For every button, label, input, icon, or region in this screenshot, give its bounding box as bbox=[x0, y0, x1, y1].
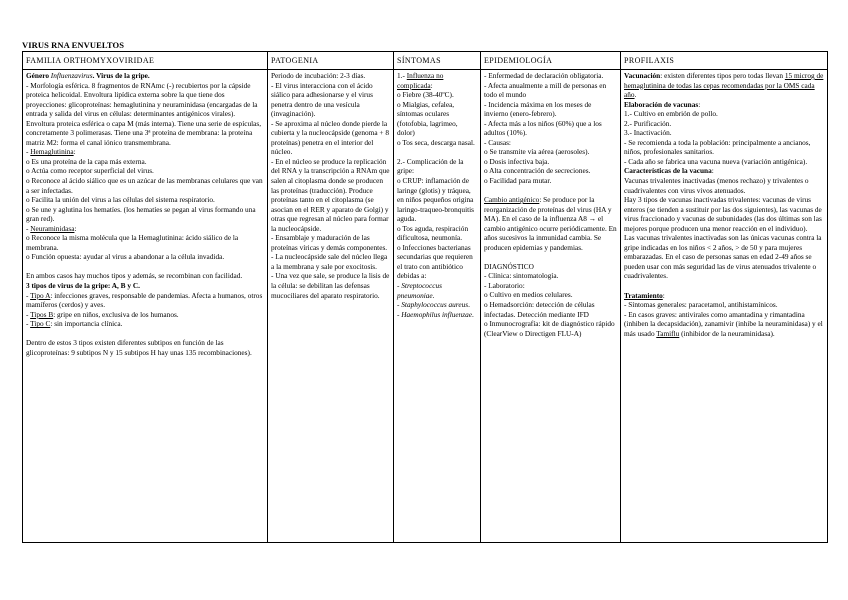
neura-item: o Reconoce la misma molécula que la Hemaglutinina: ácido siálico de la membrana. bbox=[26, 233, 239, 252]
vacunacion-text: Vacunación: existen diferentes tipos pero todas llevan 15 microg de hemaglutinina de todas las cepas recomendadas por la OMS cada año. bbox=[624, 71, 824, 100]
epi-item: - Causas: bbox=[484, 137, 511, 147]
patogenia-item: - Una vez que sale, se produce la lisis de la célula: se debilitan las defensas mucociliares del aparato respiratorio. bbox=[271, 271, 390, 300]
header-patogenia: PATOGENIA bbox=[268, 52, 394, 70]
genero-line bbox=[26, 71, 264, 81]
cada-anio-text: - Cada año se fabrica una vacuna nueva (variación antigénica). bbox=[624, 156, 808, 166]
profilaxis-cell bbox=[621, 70, 828, 543]
sintoma-item: o Fiebre (38-40ºC). bbox=[397, 90, 454, 100]
tipo-b: - Tipos B: gripe en niños, exclusiva de los humanos. bbox=[26, 309, 179, 319]
header-epidemiologia: EPIDEMIOLOGÍA bbox=[481, 52, 621, 70]
vacunas-indicadas-text: Las vacunas trivalentes inactivadas son las únicas vacunas contra la gripe indicadas en los niños < 2 años, > de 50 y para mujeres embarazadas. En el caso de personas sanas en edad 2-49 años se pueden usar con más seguridad las de virus atenuados trivalente o cuadrivalentes. bbox=[624, 233, 822, 281]
patogenia-item: - Se aproxima al núcleo donde pierde la cubierta y la nucleocápside (genoma + 8 proteínas) penetra en el interior del núcleo. bbox=[271, 118, 389, 157]
caracteristicas-heading: Características de la vacuna: bbox=[624, 166, 714, 176]
genero-name: Influenzavirus bbox=[50, 71, 93, 80]
header-profilaxis: PROFILAXIS bbox=[621, 52, 828, 70]
elaboracion-heading: Elaboración de vacunas: bbox=[624, 99, 701, 109]
familia-cell bbox=[23, 70, 268, 543]
sintoma-item: o Tos seca, descarga nasal. bbox=[397, 137, 475, 147]
complicacion-item: o Tos aguda, respiración dificultosa, neumonía. bbox=[397, 223, 469, 243]
epi-item: o Facilidad para mutar. bbox=[484, 176, 552, 186]
diag-item: - Laboratorio: bbox=[484, 280, 525, 290]
cambio-antigenico: Cambio antigénico: Se produce por la reorganización de proteínas del virus (HA y MA). En el caso de la influenza A8 → el cambio antigénico ocurre periódicamente. En años sucesivos la inmunidad cambia. Se producen epidemias y pandemias. bbox=[484, 195, 617, 252]
bacteria-item: - Haemophilus influenzae. bbox=[397, 309, 474, 319]
hema-item: o Es una proteína de la capa más externa. bbox=[26, 156, 147, 166]
document-title: VIRUS RNA ENVUELTOS bbox=[22, 40, 125, 50]
influenza-heading: 1.- Influenza no complicada: bbox=[397, 71, 444, 90]
tipo-c: - Tipo C: sin importancia clínica. bbox=[26, 319, 123, 329]
hema-item: o Se une y aglutina los hematíes. (los hematíes se pegan al virus formando una gran red). bbox=[26, 204, 256, 224]
hema-heading: - Hemaglutinina: bbox=[26, 147, 76, 157]
patogenia-item: - El virus interacciona con el ácido siálico para adhesionarse y el virus penetra dentro de una vesícula (invaginación). bbox=[271, 80, 373, 119]
patogenia-item: - Ensamblaje y maduración de las proteínas víricas y demás componentes. bbox=[271, 233, 388, 252]
diag-item: o Cultivo en medios celulares. bbox=[484, 290, 573, 300]
epidemiologia-cell bbox=[481, 70, 621, 543]
bacteria-item: - Staphylococcus aureus. bbox=[397, 300, 470, 310]
sintomas-cell bbox=[394, 70, 481, 543]
bacteria-item: - Streptococcus pneumoniae. bbox=[397, 280, 442, 300]
morfologia-text: - Morfología esférica. 8 fragmentos de RNAmc (-) recubiertos por la cápside proteica helicoidal. Envoltura lipídica externa sobre la que tiene dos proyecciones: glicoproteínas: hemaglutinina y neuraminidasa (encargadas de la entrada y salida del virus en células: determinantes antigénicos virales). Envoltura proteica esférica o capa M (más interna). Tiene una serie de espículas, concretamente 3 polimerasas. Tiene una 3ª proteína de membrana: la proteína matriz M2: forma el canal iónico transmembrana. bbox=[26, 80, 262, 147]
neura-heading: - Neuraminidasa: bbox=[26, 223, 77, 233]
epi-item: o Dosis infectiva baja. bbox=[484, 156, 550, 166]
complicacion-item: o CRUP: inflamación de laringe (glotis) y tráquea, en niños pequeños origina laringo-traqueo-bronquitis aguda. bbox=[397, 175, 475, 224]
elab-item: 3.- Inactivación. bbox=[624, 128, 672, 138]
tipos-heading: 3 tipos de virus de la gripe: A, B y C. bbox=[26, 280, 140, 290]
tratamiento-heading: Tratamiento: bbox=[624, 290, 665, 300]
content-row bbox=[23, 70, 828, 543]
recombination-text: En ambos casos hay muchos tipos y además, se recombinan con facilidad. bbox=[26, 271, 243, 281]
sintoma-item: o Mialgias, cefalea, síntomas oculares (fotofobia, lagrimeo, dolor) bbox=[397, 99, 458, 138]
virus-table bbox=[22, 51, 828, 543]
tipo-a: - Tipo A: infecciones graves, responsable de pandemias. Afecta a humanos, otros mamíferos (cerdos) y aves. bbox=[26, 290, 263, 310]
diag-item: o Hemadsorción: detección de células infectadas. Detección mediante IFD bbox=[484, 300, 595, 319]
header-familia: FAMILIA ORTHOMYXOVIRIDAE bbox=[23, 52, 268, 70]
diagnostico-heading: DIAGNÓSTICO bbox=[484, 261, 534, 271]
patogenia-item: Periodo de incubación: 2-3 días. bbox=[271, 71, 366, 80]
epi-item: - Incidencia máxima en los meses de invierno (enero-febrero). bbox=[484, 99, 592, 119]
patogenia-item: - En el núcleo se produce la replicación del RNA y la transcripción a RNAm que salen al citoplasma donde se producen las proteínas (traducción). Produce proteínas tanto en el citoplasma (se asocian en el RER y aparato de Golgi) y otras que regresan al núcleo para formar la nucleocápside. bbox=[271, 156, 390, 233]
hema-item: o Actúa como receptor superficial del virus. bbox=[26, 166, 154, 176]
genero-rest: . Virus de la gripe. bbox=[92, 71, 150, 80]
diag-item: o Inmunocrografía: kit de diagnóstico rápido (ClearView o Directigen FLU-A) bbox=[484, 319, 615, 338]
hema-item: o Reconoce al ácido siálico que es un azúcar de las membranas celulares que van a ser infectadas. bbox=[26, 176, 263, 195]
epi-item: - Enfermedad de declaración obligatoria. bbox=[484, 71, 604, 80]
elab-item: 1.- Cultivo en embrión de pollo. bbox=[624, 109, 718, 119]
epi-item: o Alta concentración de secreciones. bbox=[484, 166, 591, 176]
epi-item: - Afecta más a los niños (60%) que a los adultos (10%). bbox=[484, 118, 602, 138]
tipos-vacunas-text: Hay 3 tipos de vacunas inactivadas trivalentes: vacunas de virus enteros (se tienden a sustituir por las dos siguientes), las vacunas de virus fraccionado y vacunas de subunidades (las dos últimas son las mejores porque producen una menor reacción en el individuo). bbox=[624, 195, 822, 233]
subtipos-text: Dentro de estos 3 tipos existen diferentes subtipos en función de las glicoproteínas: 9 subtipos N y 15 subtipos H hay unas 135 recombinaciones). bbox=[26, 338, 252, 357]
complicacion-heading: 2.- Complicación de la gripe: bbox=[397, 156, 464, 176]
trat-item: - En casos graves: antivirales como amantadina y rimantadina (inhiben la decapsidación), zanamivir (inhibe la neuraminidasa) y el más usado Tamiflu (inhibidor de la neuraminidasa). bbox=[624, 309, 823, 338]
genero-label: Género bbox=[26, 71, 49, 80]
diag-item: - Clínica: sintomatología. bbox=[484, 271, 559, 281]
caracteristicas-text: Vacunas trivalentes inactivadas (menos rechazo) y trivalentes o cuadrivalentes con virus vivos atenuados. bbox=[624, 176, 809, 195]
trat-item: - Síntomas generales: paracetamol, antihistamínicos. bbox=[624, 300, 778, 310]
recomendacion-text: - Se recomienda a toda la población: principalmente a ancianos, niños, profesionales sanitarios. bbox=[624, 137, 811, 157]
complicacion-item: o Infecciones bacterianas secundarias que requieren el trato con antibiótico debidas a: bbox=[397, 242, 473, 281]
hema-item: o Facilita la unión del virus a las células del sistema respiratorio. bbox=[26, 195, 215, 205]
neura-item: o Función opuesta: ayudar al virus a abandonar a la célula invadida. bbox=[26, 252, 225, 262]
elab-item: 2.- Purificación. bbox=[624, 118, 672, 128]
header-sintomas: SÍNTOMAS bbox=[394, 52, 481, 70]
header-row bbox=[23, 52, 828, 70]
patogenia-cell bbox=[268, 70, 394, 543]
epi-item: o Se transmite vía aérea (aerosoles). bbox=[484, 147, 590, 157]
epi-item: - Afecta anualmente a mill de personas en todo el mundo bbox=[484, 80, 607, 100]
patogenia-item: - La nucleocápside sale del núcleo llega a la membrana y sale por exocitosis. bbox=[271, 252, 388, 271]
